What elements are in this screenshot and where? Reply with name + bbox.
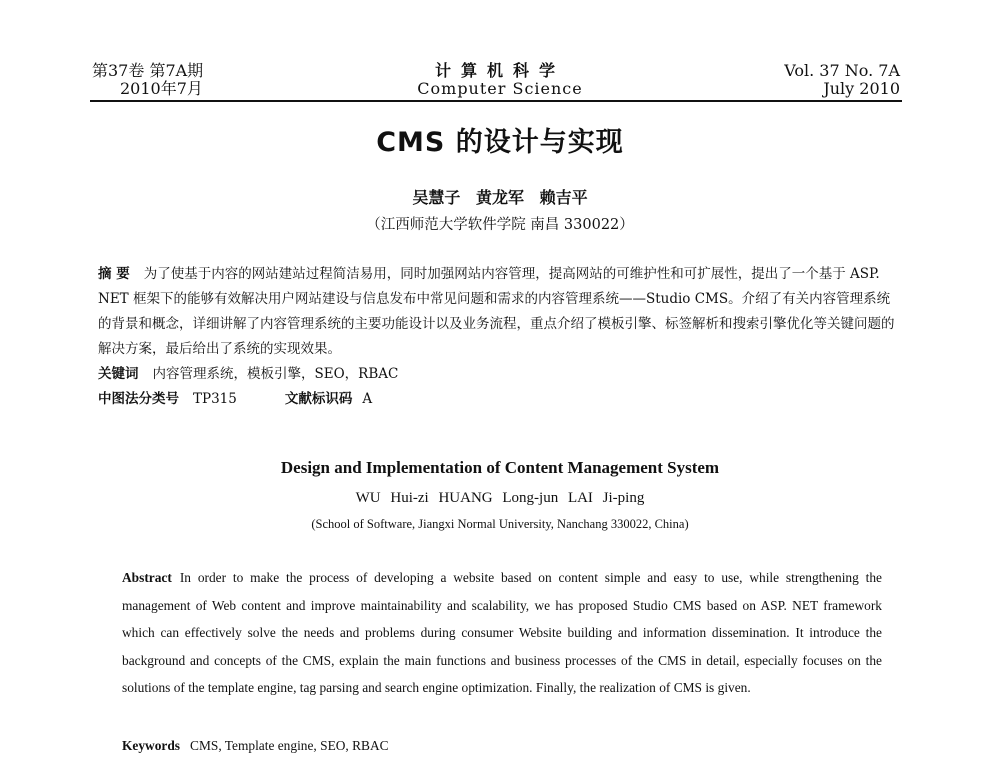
keywords-en-text: CMS, Template engine, SEO, RBAC [190, 738, 389, 753]
publication-date-cn: 2010年7月 [120, 79, 203, 98]
abstract-cn-text: 为了使基于内容的网站建站过程简洁易用，同时加强网站内容管理，提高网站的可维护性和可扩展性，提出了一个基于 ASP. NET 框架下的能够有效解决用户网站建设与信息发布中常见问题和需求的内容管理系统——Studio CMS。介绍了有关内容管理系统的背景和概念，详细讲解了内容管理系统的主要功能设计以及业务流程，重点介绍了模板引擎、标签解析和搜索引擎优化等关键问题的解决方案，最后给出了系统的实现效果。 [98, 266, 895, 357]
affiliation-cn: （江西师范大学软件学院 南昌 330022） [366, 217, 634, 233]
header-divider [90, 100, 902, 102]
keywords-cn-label: 关键词 [98, 366, 139, 382]
abstract-cn [98, 262, 898, 362]
publication-date-en: July 2010 [823, 79, 900, 98]
abstract-en-label: Abstract [122, 570, 172, 585]
abstract-cn-block [98, 262, 898, 412]
classification-line [98, 387, 898, 412]
document-code-label: 文献标识码 [284, 391, 353, 407]
volume-number-en: Vol. 37 No. 7A [784, 61, 900, 80]
journal-name-en: Computer Science [417, 79, 583, 98]
authors-en: WU Hui-zi HUANG Long-jun LAI Ji-ping [355, 490, 645, 506]
paper-title-cn: CMS 的设计与实现 [376, 127, 624, 158]
abstract-cn-label: 摘 要 [98, 266, 130, 282]
classification-label: 中图法分类号 [98, 391, 179, 407]
keywords-en-label: Keywords [122, 738, 181, 753]
keywords-cn [98, 362, 898, 387]
journal-name-cn: 计算机科学 [434, 61, 565, 80]
volume-issue-text: 第37卷 第7A期 [92, 61, 204, 80]
affiliation-en: (School of Software, Jiangxi Normal University, Nanchang 330022, China) [311, 517, 689, 531]
journal-volume-en [784, 62, 900, 98]
keywords-cn-text: 内容管理系统，模板引擎，SEO，RBAC [152, 366, 399, 382]
classification-value: TP315 [193, 391, 237, 407]
authors-cn: 吴慧子 黄龙军 赖吉平 [412, 188, 588, 207]
document-code-value: A [362, 391, 373, 407]
keywords-en [122, 738, 882, 754]
paper-title-en: Design and Implementation of Content Management System [280, 458, 720, 477]
abstract-en-text: In order to make the process of developing a website based on content simple and easy to use, while strengthening the management of Web content and improve maintainability and scalability, we has proposed Studio CMS based on ASP. NET framework which can effectively solve the needs and problems during consumer Website building and information dissemination. It introduce the background and concepts of the CMS, explain the main functions and business processes of the CMS in detail, especially focuses on the solutions of the template engine, tag parsing and search engine optimization. Finally, the realization of CMS is given. [122, 570, 882, 695]
abstract-en [122, 564, 882, 702]
